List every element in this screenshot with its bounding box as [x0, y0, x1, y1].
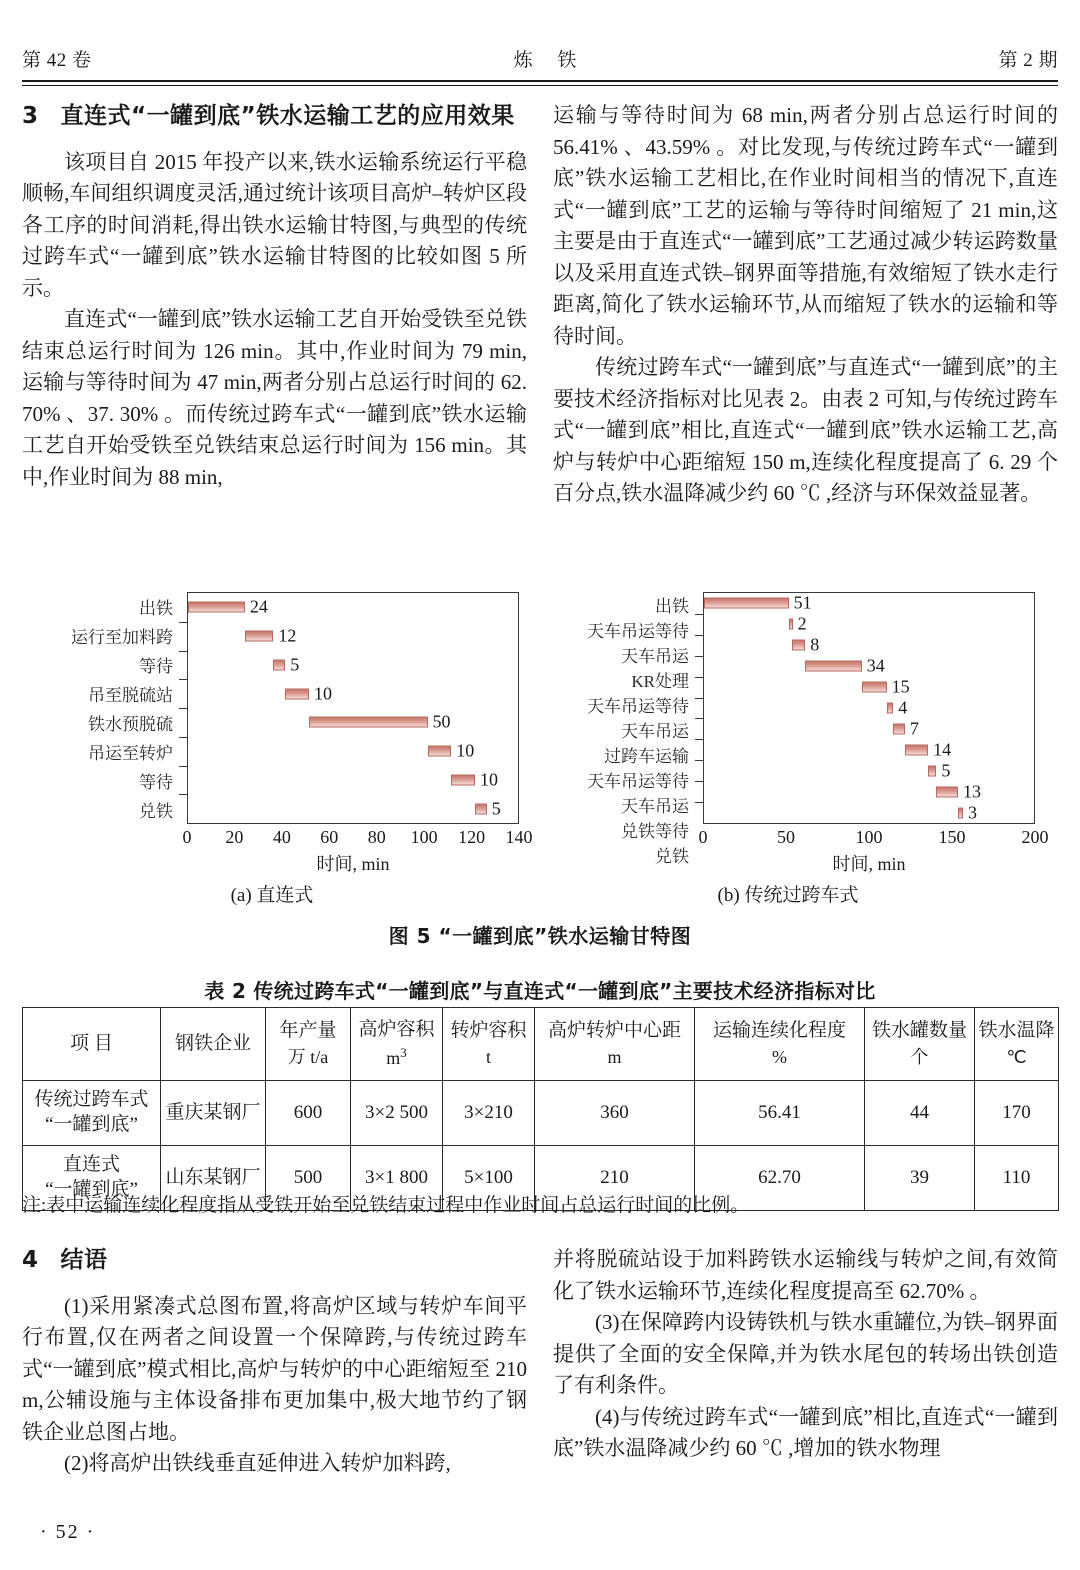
- chart-category-label: 运行至加料跨: [71, 628, 173, 647]
- chart-a-x-title: 时间, min: [316, 854, 390, 874]
- table-cell: 500: [266, 1146, 351, 1211]
- gantt-bar-value: 8: [810, 634, 820, 655]
- gantt-row: [188, 651, 518, 680]
- gantt-row: [704, 635, 1034, 656]
- gantt-bar: [704, 598, 789, 609]
- table-cell: 山东某钢厂: [161, 1146, 266, 1211]
- table-header-cell: [535, 1008, 695, 1081]
- figure-5-charts: [22, 592, 1058, 922]
- table-row-item-line1: 直连式: [62, 1154, 120, 1176]
- x-axis-tick-label: 80: [367, 827, 386, 847]
- chart-category-label: 天车吊运等待: [587, 697, 689, 716]
- table-header-unit: t: [485, 1046, 491, 1067]
- y-axis-tick: [695, 614, 704, 615]
- section3-paragraph-2-cont: 运输与等待时间为 68 min,两者分别占总运行时间的 56.41% 、43.59% 。对比发现,与传统过跨车式“一罐到底”铁水运输工艺相比,在作业时间相当的情况下,直连式“一罐到底”工艺的运输与等待时间缩短了 21 min,这主要是由于直连式“一罐到底”工艺通过减少转运跨数量以及采用直连式铁–钢界面等措施,有效缩短了铁水走行距离,简化了铁水运输环节,从而缩短了铁水的运输和等待时间。: [553, 103, 1058, 348]
- table-header-unit: 万 t/a: [287, 1046, 329, 1067]
- running-head: [22, 38, 1058, 72]
- table-header-cell: [975, 1008, 1059, 1081]
- table-header-cell: [351, 1008, 443, 1081]
- chart-b-plot-area: [703, 592, 1035, 824]
- x-axis-tick-label: 100: [855, 827, 883, 847]
- gantt-row: [188, 766, 518, 795]
- x-axis-tick-label: 100: [410, 827, 438, 847]
- gantt-bar-value: 12: [278, 625, 297, 646]
- table-header-name: 高炉转炉中心距: [547, 1019, 681, 1041]
- gantt-chart-b: [538, 592, 1049, 922]
- table-header-name: 铁水罐数量: [871, 1019, 967, 1041]
- x-axis-tick-label: 60: [320, 827, 339, 847]
- y-axis-tick: [695, 677, 704, 678]
- table-cell: 重庆某钢厂: [161, 1081, 266, 1146]
- y-axis-tick: [695, 698, 704, 699]
- gantt-bar-value: 4: [898, 697, 908, 718]
- gantt-bar: [928, 765, 936, 776]
- gantt-bar: [475, 803, 487, 814]
- table-header-cell: [695, 1008, 865, 1081]
- volume-label: 第 42 卷: [22, 50, 92, 71]
- gantt-row: [704, 781, 1034, 802]
- x-axis-tick-label: 150: [938, 827, 966, 847]
- chart-category-label: 出铁: [139, 599, 173, 618]
- chart-category-label: 兑铁等待: [621, 822, 689, 841]
- gantt-bar: [936, 786, 958, 797]
- table-header-cell: [23, 1008, 161, 1081]
- table-2-caption: 表 2 传统过跨车式“一罐到底”与直连式“一罐到底”主要技术经济指标对比: [204, 979, 876, 1003]
- column-left-top: [22, 100, 527, 493]
- gantt-bar: [285, 688, 309, 699]
- chart-category-label: 铁水预脱硫: [88, 715, 173, 734]
- gantt-row: [188, 593, 518, 622]
- gantt-row: [704, 614, 1034, 635]
- gantt-bar: [273, 659, 285, 670]
- x-axis-tick-label: 20: [225, 827, 244, 847]
- x-axis-tick-label: 200: [1021, 827, 1049, 847]
- y-axis-tick: [695, 802, 704, 803]
- table-header-unit: ℃: [1006, 1046, 1027, 1067]
- gantt-bar-value: 24: [249, 596, 268, 617]
- gantt-row: [188, 794, 518, 823]
- y-axis-tick: [695, 781, 704, 782]
- figure-5-caption: 图 5 “一罐到底”铁水运输甘特图: [388, 924, 692, 948]
- table-header-name: 年产量: [279, 1019, 337, 1041]
- y-axis-tick: [695, 739, 704, 740]
- gantt-bar-value: 50: [432, 711, 451, 732]
- column-left-bottom: [22, 1244, 527, 1480]
- table-header-unit: 个: [910, 1046, 929, 1067]
- gantt-row: [188, 737, 518, 766]
- column-right-bottom: [553, 1244, 1058, 1465]
- conclusion-2-cont: 并将脱硫站设于加料跨铁水运输线与转炉之间,有效简化了铁水运输环节,连续化程度提高至 62.70% 。: [553, 1247, 1058, 1303]
- section3-paragraph-2: 直连式“一罐到底”铁水运输工艺自开始受铁至兑铁结束总运行时间为 126 min。其中,作业时间为 79 min,运输与等待时间为 47 min,两者分别占总运行时间的 62. 70% 、37. 30% 。而传统过跨车式“一罐到底”铁水运输工艺自开始受铁至兑铁结束总运行时间为 156 min。其中,作业时间为 88 min,: [22, 307, 527, 489]
- section3-paragraph-1: 该项目自 2015 年投产以来,铁水运输系统运行平稳顺畅,车间组织调度灵活,通过统计该项目高炉–转炉区段各工序的时间消耗,得出铁水运输甘特图,与典型的传统过跨车式“一罐到底”铁水运输甘特图的比较如图 5 所示。: [22, 149, 527, 300]
- y-axis-tick: [179, 794, 188, 795]
- gantt-bar: [805, 661, 861, 672]
- gantt-row: [704, 698, 1034, 719]
- table-2-note: 注:表中运输连续化程度指从受铁开始至兑铁结束过程中作业时间占总运行时间的比例。: [22, 1195, 750, 1216]
- chart-b-subcaption: (b) 传统过跨车式: [717, 885, 859, 906]
- table-row: [23, 1081, 1059, 1146]
- gantt-bar: [789, 619, 793, 630]
- table-row-item-line2: “一罐到底”: [45, 1114, 138, 1135]
- section-3-heading: [22, 100, 527, 133]
- table-row-item-line2: “一罐到底”: [45, 1179, 138, 1200]
- chart-category-label: 过跨车运输: [604, 747, 689, 766]
- chart-a-x-axis: [182, 824, 533, 850]
- gantt-bar: [245, 631, 273, 642]
- conclusion-2-start: (2)将高炉出铁线垂直延伸进入转炉加料跨,: [64, 1451, 451, 1476]
- table-header-name: 铁水温降: [978, 1019, 1055, 1041]
- table-header-cell: [443, 1008, 535, 1081]
- chart-category-label: 天车吊运: [621, 797, 689, 816]
- chart-category-label: 天车吊运等待: [587, 622, 689, 641]
- conclusion-1: (1)采用紧凑式总图布置,将高炉区域与转炉车间平行布置,仅在两者之间设置一个保障跨,与传统过跨车式“一罐到底”模式相比,高炉与转炉的中心距缩短至 210 m,公辅设施与主体设备排布更加集中,极大地节约了钢铁企业总图占地。: [22, 1293, 527, 1444]
- gantt-row: [704, 760, 1034, 781]
- chart-b-x-title: 时间, min: [832, 854, 906, 874]
- gantt-bar-value: 5: [941, 760, 951, 781]
- gantt-row: [704, 677, 1034, 698]
- table-cell: 3×210: [443, 1081, 535, 1146]
- chart-category-label: 天车吊运等待: [587, 772, 689, 791]
- gantt-row: [188, 679, 518, 708]
- conclusion-3: (3)在保障跨内设铸铁机与铁水重罐位,为铁–钢界面提供了全面的安全保障,并为铁水尾包的转场出铁创造了有利条件。: [553, 1310, 1058, 1397]
- chart-category-label: 出铁: [655, 597, 689, 616]
- table-header-unit: %: [772, 1046, 787, 1067]
- table-cell: 5×100: [443, 1146, 535, 1211]
- chart-b-x-axis: [698, 824, 1049, 850]
- table-header-cell: [161, 1008, 266, 1081]
- chart-b-category-labels: [538, 592, 696, 866]
- gantt-bar-value: 34: [866, 655, 885, 676]
- gantt-row: [704, 718, 1034, 739]
- chart-category-label: 兑铁: [655, 847, 689, 866]
- gantt-bar: [958, 807, 963, 818]
- gantt-row: [704, 739, 1034, 760]
- table-cell: 3×1 800: [351, 1146, 443, 1211]
- table-header-unit: $m^3$: [386, 1044, 407, 1068]
- journal-name: 炼 铁: [513, 50, 587, 71]
- y-axis-tick: [179, 766, 188, 767]
- table-cell: 39: [865, 1146, 975, 1211]
- table-cell: 210: [535, 1146, 695, 1211]
- table-cell: 170: [975, 1081, 1059, 1146]
- chart-a-subcaption: (a) 直连式: [230, 885, 314, 906]
- x-axis-tick-label: 50: [777, 827, 795, 847]
- gantt-bar: [188, 602, 245, 613]
- gantt-bar-value: 5: [290, 654, 300, 675]
- table-cell: 62.70: [695, 1146, 865, 1211]
- gantt-bar-value: 10: [456, 740, 475, 761]
- chart-category-label: 等待: [139, 657, 173, 676]
- table-cell: 56.41: [695, 1081, 865, 1146]
- section-4-number: 4: [22, 1247, 39, 1273]
- conclusion-4: (4)与传统过跨车式“一罐到底”相比,直连式“一罐到底”铁水温降减少约 60 ℃ ,增加的铁水物理: [553, 1404, 1058, 1460]
- table-header-name: 钢铁企业: [174, 1032, 251, 1054]
- header-rule: [22, 80, 1058, 86]
- gantt-bar-value: 5: [491, 798, 501, 819]
- gantt-bar-value: 51: [793, 592, 812, 613]
- table-cell: 110: [975, 1146, 1059, 1211]
- gantt-bar: [893, 723, 905, 734]
- chart-a-plot-area: [187, 592, 519, 824]
- x-axis-tick-label: 120: [458, 827, 486, 847]
- y-axis-tick: [695, 760, 704, 761]
- x-axis-tick-label: 0: [698, 827, 708, 847]
- table-cell: 600: [266, 1081, 351, 1146]
- gantt-bar-value: 15: [891, 676, 910, 697]
- y-axis-tick: [179, 651, 188, 652]
- table-header-cell: [266, 1008, 351, 1081]
- section3-paragraph-3: 传统过跨车式“一罐到底”与直连式“一罐到底”的主要技术经济指标对比见表 2。由表 2 可知,与传统过跨车式“一罐到底”相比,直连式“一罐到底”铁水运输工艺,高炉与转炉中心距缩短 150 m,连续化程度提高了 6. 29 个百分点,铁水温降减少约 60 ℃ ,经济与环保效益显著。: [553, 355, 1058, 505]
- gantt-row: [704, 656, 1034, 677]
- gantt-bar: [887, 702, 894, 713]
- x-axis-tick-label: 40: [272, 827, 291, 847]
- chart-a-category-labels: [22, 592, 180, 824]
- gantt-bar: [309, 717, 428, 728]
- y-axis-tick: [695, 635, 704, 636]
- chart-category-label: 天车吊运: [621, 647, 689, 666]
- table-row-item: [23, 1081, 161, 1146]
- gantt-bar-value: 3: [967, 802, 977, 823]
- chart-category-label: 天车吊运: [621, 722, 689, 741]
- x-axis-tick-label: 140: [505, 827, 533, 847]
- y-axis-tick: [179, 708, 188, 709]
- section-4-heading: [22, 1244, 527, 1277]
- gantt-bar: [451, 774, 475, 785]
- section-4-title: 结语: [60, 1247, 108, 1273]
- y-axis-tick: [695, 656, 704, 657]
- table-cell: 360: [535, 1081, 695, 1146]
- y-axis-tick: [179, 737, 188, 738]
- gantt-row: [188, 622, 518, 651]
- column-right-top: [553, 100, 1058, 510]
- table-header-row: [23, 1008, 1059, 1081]
- table-cell: 3×2 500: [351, 1081, 443, 1146]
- table-header-name: 转炉容积: [450, 1019, 527, 1041]
- gantt-bar-value: 14: [933, 739, 952, 760]
- table-header-name: 高炉容积: [358, 1018, 435, 1040]
- chart-category-label: 吊运至转炉: [88, 744, 173, 763]
- y-axis-tick: [179, 679, 188, 680]
- gantt-bar-value: 13: [962, 781, 981, 802]
- table-cell: 44: [865, 1081, 975, 1146]
- x-axis-tick-label: 0: [182, 827, 192, 847]
- y-axis-tick: [695, 718, 704, 719]
- y-axis-tick: [179, 622, 188, 623]
- gantt-chart-a: [22, 592, 533, 922]
- chart-category-label: 吊至脱硫站: [88, 686, 173, 705]
- gantt-bar-value: 7: [909, 718, 919, 739]
- section-3-number: 3: [22, 103, 39, 129]
- chart-category-label: 兑铁: [139, 802, 173, 821]
- gantt-bar: [792, 640, 805, 651]
- table-header-name: 运输连续化程度: [712, 1019, 846, 1041]
- page-number: · 52 ·: [40, 1521, 96, 1543]
- gantt-row: [188, 708, 518, 737]
- table-header-unit: m: [607, 1046, 622, 1067]
- table-header-name: 项 目: [70, 1032, 113, 1054]
- gantt-bar-value: 10: [313, 683, 332, 704]
- chart-category-label: 等待: [139, 773, 173, 792]
- gantt-bar-value: 2: [797, 613, 807, 634]
- gantt-bar: [428, 746, 452, 757]
- gantt-bar: [905, 744, 928, 755]
- table-row-item-line1: 传统过跨车式: [34, 1089, 149, 1111]
- section-3-title: 直连式“一罐到底”铁水运输工艺的应用效果: [60, 103, 515, 129]
- gantt-row: [704, 802, 1034, 823]
- gantt-bar: [862, 682, 887, 693]
- issue-label: 第 2 期: [998, 50, 1058, 71]
- table-header-cell: [865, 1008, 975, 1081]
- chart-category-label: KR处理: [631, 672, 689, 691]
- gantt-row: [704, 593, 1034, 614]
- gantt-bar-value: 10: [479, 769, 498, 790]
- table-2: [22, 1007, 1059, 1211]
